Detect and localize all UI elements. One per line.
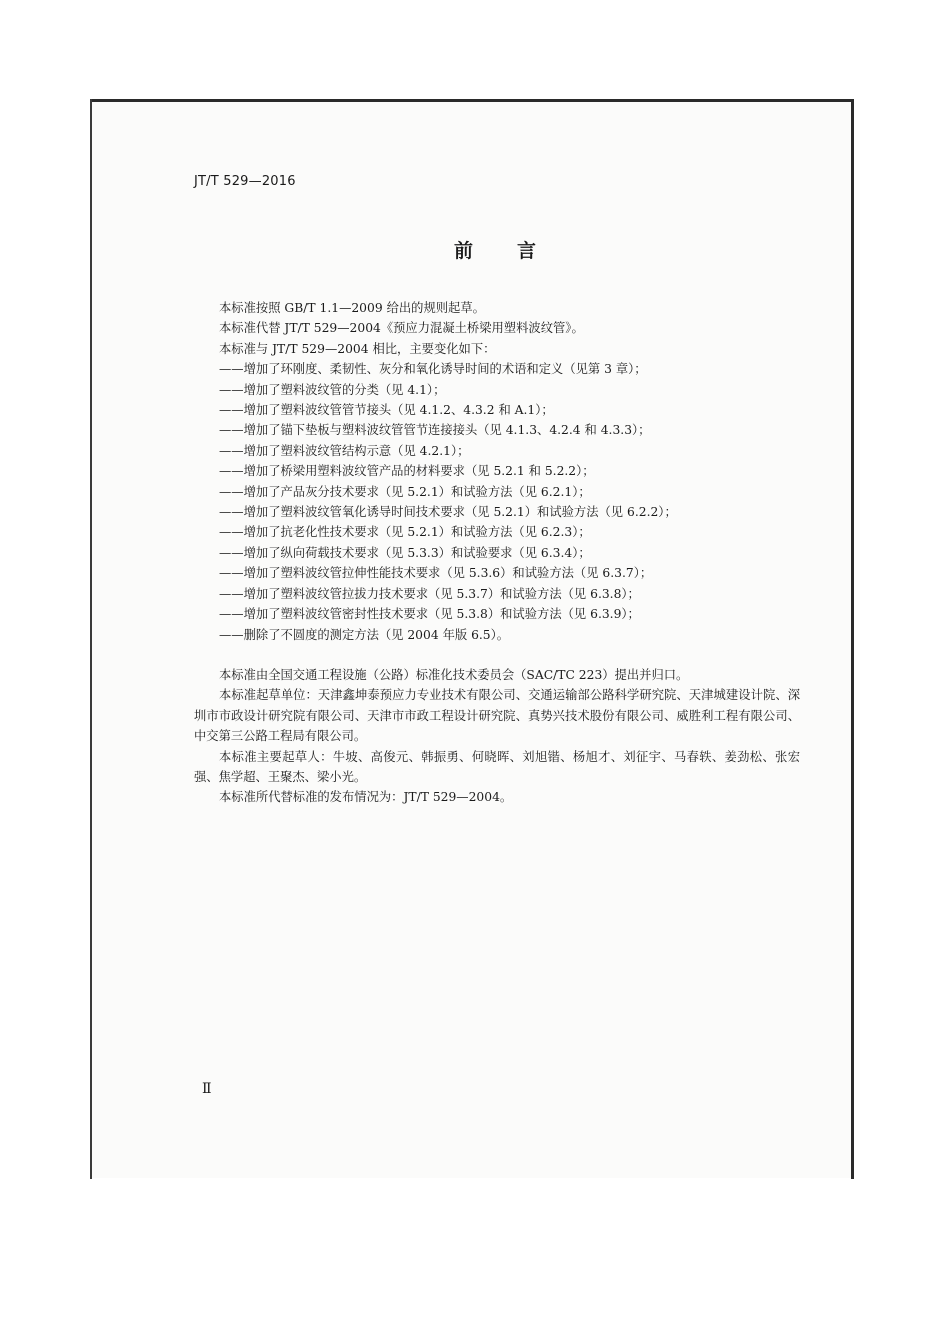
paragraph-drafting-rules: 本标准按照 GB/T 1.1—2009 给出的规则起草。	[219, 301, 485, 315]
change-item: ——增加了塑料波纹管密封性技术要求（见 5.3.8）和试验方法（见 6.3.9）；	[219, 607, 640, 622]
title-char-1: 前	[453, 240, 473, 262]
change-item: ——增加了塑料波纹管拉伸性能技术要求（见 5.3.6）和试验方法（见 6.3.7）；	[219, 566, 653, 581]
scan-edge-top	[90, 99, 854, 102]
change-item: ——增加了塑料波纹管结构示意（见 4.2.1）；	[219, 443, 470, 458]
paragraph-drafters: 本标准主要起草人：牛坡、高俊元、韩振勇、何晓晖、刘旭锴、杨旭才、刘征宇、马春轶、姜劲松、张宏强、焦学超、王聚杰、梁小光。	[194, 749, 800, 784]
page-number: Ⅱ	[202, 1081, 212, 1097]
change-item: ——增加了桥梁用塑料波纹管产品的材料要求（见 5.2.1 和 5.2.2）；	[219, 464, 595, 479]
page-title	[0, 236, 950, 263]
change-item: ——增加了塑料波纹管拉拔力技术要求（见 5.3.7）和试验方法（见 6.3.8）；	[219, 586, 640, 601]
paragraph-proposer: 本标准由全国交通工程设施（公路）标准化技术委员会（SAC/TC 223）提出并归口。	[219, 667, 689, 682]
title-char-2: 言	[517, 240, 537, 262]
foreword-body	[194, 298, 800, 808]
change-item: ——增加了产品灰分技术要求（见 5.2.1）和试验方法（见 6.2.1）；	[219, 484, 591, 499]
paragraph-gap	[194, 645, 800, 665]
paragraph-history: 本标准所代替标准的发布情况为：JT/T 529—2004。	[219, 790, 513, 805]
change-item: ——增加了塑料波纹管管节接头（见 4.1.2、4.3.2 和 A.1）；	[219, 403, 554, 418]
change-item: ——增加了抗老化性技术要求（见 5.2.1）和试验方法（见 6.2.3）；	[219, 525, 591, 540]
change-item: ——增加了环刚度、柔韧性、灰分和氧化诱导时间的术语和定义（见第 3 章）；	[219, 362, 647, 377]
paragraph-changes-intro: 本标准与 JT/T 529—2004 相比，主要变化如下：	[219, 341, 496, 356]
standard-code: JT/T 529—2016	[194, 174, 296, 189]
change-item: ——增加了塑料波纹管的分类（见 4.1）；	[219, 382, 446, 397]
change-item: ——删除了不圆度的测定方法（见 2004 年版 6.5）。	[219, 627, 510, 642]
paragraph-replaces: 本标准代替 JT/T 529—2004《预应力混凝土桥梁用塑料波纹管》。	[219, 321, 584, 336]
change-item: ——增加了塑料波纹管氧化诱导时间技术要求（见 5.2.1）和试验方法（见 6.2.2）；	[219, 505, 677, 520]
change-item: ——增加了锚下垫板与塑料波纹管管节连接接头（见 4.1.3、4.2.4 和 4.3.3）；	[219, 423, 651, 438]
paragraph-drafting-units: 本标准起草单位：天津鑫坤泰预应力专业技术有限公司、交通运输部公路科学研究院、天津城建设计院、深圳市市政设计研究院有限公司、天津市市政工程设计研究院、真势兴技术股份有限公司、威胜利工程有限公司、中交第三公路工程局有限公司。	[194, 688, 800, 744]
change-item: ——增加了纵向荷载技术要求（见 5.3.3）和试验要求（见 6.3.4）；	[219, 545, 591, 560]
